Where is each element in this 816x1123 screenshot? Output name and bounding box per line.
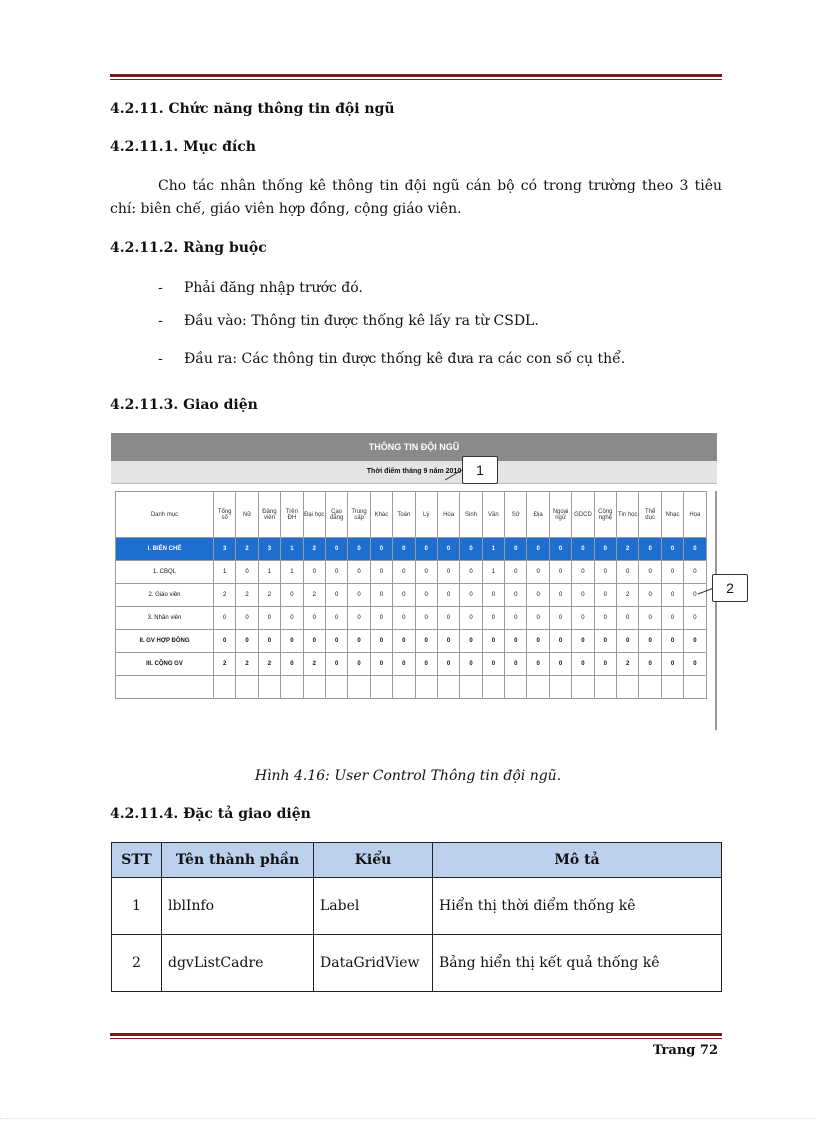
grid-cell: 0	[527, 630, 549, 653]
grid-cell: 0	[325, 561, 347, 584]
grid-cell: 0	[505, 584, 527, 607]
table-row	[112, 935, 722, 992]
grid-cell: 0	[684, 538, 706, 561]
grid-cell: 0	[460, 630, 482, 653]
grid-row-label: I. BIÊN CHẾ	[116, 538, 214, 561]
callout-2: 2	[712, 574, 748, 602]
grid-cell: 0	[325, 653, 347, 676]
grid-row-label: II. GV HỢP ĐỒNG	[116, 630, 214, 653]
grid-cell: 0	[572, 607, 594, 630]
grid-column-header[interactable]: Văn	[482, 492, 504, 538]
spec-header-type: Kiểu	[314, 843, 433, 878]
grid-cell: 0	[236, 607, 258, 630]
grid-cell: 0	[370, 561, 392, 584]
grid-cell: 0	[572, 561, 594, 584]
grid-cell: 0	[482, 584, 504, 607]
grid-cell: 2	[236, 653, 258, 676]
grid-cell: 1	[482, 561, 504, 584]
spec-header-stt: STT	[112, 843, 162, 878]
page-number: Trang 72	[652, 1043, 718, 1058]
grid-cell: 0	[370, 630, 392, 653]
grid-cell: 0	[594, 538, 616, 561]
grid-cell: 0	[617, 561, 639, 584]
grid-cell: 0	[437, 584, 459, 607]
grid-cell: 0	[437, 630, 459, 653]
grid-cell: 0	[370, 607, 392, 630]
grid-cell: 0	[393, 653, 415, 676]
grid-cell: 0	[303, 561, 325, 584]
grid-cell: 1	[214, 561, 236, 584]
grid-column-header[interactable]: Ngoại ngữ	[549, 492, 571, 538]
grid-cell: 0	[684, 630, 706, 653]
grid-cell: 0	[684, 584, 706, 607]
grid-cell: 0	[527, 607, 549, 630]
constraints-title: 4.2.11.2. Ràng buộc	[110, 240, 267, 256]
grid-cell: 0	[661, 584, 683, 607]
grid-column-header[interactable]: GDCD	[572, 492, 594, 538]
grid-cell: 0	[393, 538, 415, 561]
grid-cell: 0	[549, 630, 571, 653]
grid-cell: 2	[214, 584, 236, 607]
grid-cell: 0	[684, 607, 706, 630]
grid-cell: 0	[639, 630, 661, 653]
spec-cell: Label	[314, 878, 433, 935]
grid-cell: 0	[325, 607, 347, 630]
grid-cell: 0	[482, 607, 504, 630]
grid-column-header[interactable]: Công nghệ	[594, 492, 616, 538]
grid-cell: 2	[617, 653, 639, 676]
grid-cell: 0	[460, 538, 482, 561]
grid-cell: 1	[482, 538, 504, 561]
grid-column-header[interactable]: Danh mục	[116, 492, 214, 538]
screenshot-subheader: Thời điểm tháng 9 năm 2010	[111, 461, 717, 484]
grid-cell: 2	[214, 653, 236, 676]
grid-cell: 0	[437, 561, 459, 584]
grid-cell: 0	[505, 653, 527, 676]
grid-cell: 0	[348, 538, 370, 561]
grid-cell: 0	[639, 607, 661, 630]
spec-title: 4.2.11.4. Đặc tả giao diện	[110, 806, 311, 822]
grid-cell: 0	[370, 538, 392, 561]
grid-cell: 0	[572, 630, 594, 653]
grid-cell: 0	[661, 561, 683, 584]
grid-cell: 0	[527, 561, 549, 584]
grid-column-header[interactable]: Họa	[684, 492, 706, 538]
grid-cell: 2	[258, 584, 280, 607]
grid-cell: 0	[639, 561, 661, 584]
grid-cell: 2	[617, 538, 639, 561]
grid-cell: 0	[415, 653, 437, 676]
grid-cell: 0	[393, 584, 415, 607]
spec-header-desc: Mô tả	[433, 843, 722, 878]
spec-cell: Hiển thị thời điểm thống kê	[433, 878, 722, 935]
grid-cell: 0	[527, 584, 549, 607]
grid-cell: 0	[393, 561, 415, 584]
grid-cell: 2	[236, 538, 258, 561]
grid-cell: 0	[527, 538, 549, 561]
grid-cell: 0	[281, 584, 303, 607]
grid-cell: 0	[236, 561, 258, 584]
page-edge	[0, 1118, 816, 1119]
grid-cell: 0	[639, 584, 661, 607]
grid-column-header[interactable]: Toán	[393, 492, 415, 538]
grid-cell: 0	[370, 653, 392, 676]
grid-cell: 0	[370, 584, 392, 607]
grid-cell: 0	[572, 538, 594, 561]
grid-cell: 0	[549, 538, 571, 561]
grid-cell: 0	[281, 630, 303, 653]
grid-cell: 2	[258, 653, 280, 676]
grid-cell: 0	[415, 607, 437, 630]
grid-cell: 0	[505, 561, 527, 584]
grid-cell: 3	[258, 538, 280, 561]
grid-cell: 0	[639, 538, 661, 561]
spec-cell: 1	[112, 878, 162, 935]
grid-cell: 0	[639, 653, 661, 676]
grid-column-header[interactable]: Sinh	[460, 492, 482, 538]
grid-cell: 0	[303, 607, 325, 630]
grid-cell: 0	[460, 584, 482, 607]
grid-cell: 0	[617, 607, 639, 630]
spec-table	[111, 842, 722, 992]
grid-column-header[interactable]: Địa	[527, 492, 549, 538]
footer-rule	[110, 1033, 722, 1039]
spec-cell: lblInfo	[162, 878, 314, 935]
grid-cell: 2	[303, 653, 325, 676]
grid-cell: 0	[661, 653, 683, 676]
grid-cell: 0	[415, 561, 437, 584]
grid-cell: 0	[437, 538, 459, 561]
grid-cell: 0	[325, 538, 347, 561]
grid-cell: 2	[617, 584, 639, 607]
grid-cell: 0	[482, 653, 504, 676]
grid-cell: 0	[415, 538, 437, 561]
grid-cell: 0	[594, 607, 616, 630]
purpose-title: 4.2.11.1. Mục đích	[110, 139, 256, 155]
grid-cell: 0	[214, 607, 236, 630]
grid-column-header[interactable]: Cao đẳng	[325, 492, 347, 538]
grid-row-label: 3. Nhân viên	[116, 607, 214, 630]
constraint-item: - Đầu vào: Thông tin được thống kê lấy ra từ CSDL.	[158, 313, 539, 329]
grid-cell: 0	[527, 653, 549, 676]
grid-cell: 2	[236, 584, 258, 607]
grid-row-label: 1. CBQL	[116, 561, 214, 584]
grid-cell: 0	[661, 630, 683, 653]
grid-cell: 0	[303, 630, 325, 653]
grid-cell: 0	[393, 607, 415, 630]
grid-cell: 0	[617, 630, 639, 653]
grid-cell: 0	[437, 653, 459, 676]
grid-cell: 0	[594, 653, 616, 676]
spec-cell: dgvListCadre	[162, 935, 314, 992]
grid-cell: 0	[482, 630, 504, 653]
grid-cell: 0	[572, 584, 594, 607]
grid-cell: 0	[549, 561, 571, 584]
screenshot-header: THÔNG TIN ĐỘI NGŨ	[111, 433, 717, 461]
grid-column-header[interactable]: Sử	[505, 492, 527, 538]
grid-cell: 0	[661, 607, 683, 630]
grid-column-header[interactable]: Tổng số	[214, 492, 236, 538]
grid-cell: 0	[258, 607, 280, 630]
callout-1: 1	[462, 456, 498, 484]
grid-cell: 0	[325, 584, 347, 607]
spec-header-name: Tên thành phần	[162, 843, 314, 878]
spec-cell: DataGridView	[314, 935, 433, 992]
grid-row-label: 2. Giáo viên	[116, 584, 214, 607]
grid-cell: 0	[505, 607, 527, 630]
grid-cell: 0	[505, 630, 527, 653]
grid-column-header[interactable]: Lý	[415, 492, 437, 538]
grid-cell: 0	[594, 561, 616, 584]
grid-column-header[interactable]: Trên ĐH	[281, 492, 303, 538]
grid-cell: 0	[348, 653, 370, 676]
grid-cell: 0	[258, 630, 280, 653]
grid-cell: 0	[325, 630, 347, 653]
grid-cell: 0	[348, 630, 370, 653]
grid-cell: 0	[348, 607, 370, 630]
grid-cell: 0	[348, 584, 370, 607]
constraint-item: - Phải đăng nhập trước đó.	[158, 280, 363, 296]
grid-cell: 1	[281, 538, 303, 561]
grid-cell: 0	[348, 561, 370, 584]
section-title: 4.2.11. Chức năng thông tin đội ngũ	[110, 101, 395, 117]
grid-column-header[interactable]: Đảng viên	[258, 492, 280, 538]
grid-cell: 0	[281, 607, 303, 630]
grid-cell: 0	[460, 653, 482, 676]
spec-cell: Bảng hiển thị kết quả thống kê	[433, 935, 722, 992]
grid-cell: 1	[281, 561, 303, 584]
grid-cell: 0	[236, 630, 258, 653]
grid-cell: 0	[572, 653, 594, 676]
grid-column-header[interactable]: Trung cấp	[348, 492, 370, 538]
grid-column-header[interactable]: Hóa	[437, 492, 459, 538]
grid-cell: 1	[258, 561, 280, 584]
grid-cell: 2	[303, 538, 325, 561]
grid-cell: 0	[460, 561, 482, 584]
grid-cell: 0	[594, 630, 616, 653]
grid-column-header[interactable]: Nhạc	[661, 492, 683, 538]
grid-cell: 0	[549, 607, 571, 630]
grid-cell: 0	[214, 630, 236, 653]
constraint-item: - Đầu ra: Các thông tin được thống kê đưa ra các con số cụ thể.	[158, 351, 626, 367]
grid-cell: 0	[505, 538, 527, 561]
table-row	[112, 878, 722, 935]
purpose-line1: Cho tác nhân thống kê thông tin đội ngũ cán bộ có trong trường theo 3 tiêu	[158, 178, 722, 194]
grid-cell: 0	[684, 561, 706, 584]
grid-cell: 0	[415, 630, 437, 653]
grid-column-header[interactable]: Khác	[370, 492, 392, 538]
grid-row-label: III. CỘNG GV	[116, 653, 214, 676]
grid-column-header[interactable]: Tin học	[617, 492, 639, 538]
grid-cell: 2	[303, 584, 325, 607]
grid-cell: 0	[594, 584, 616, 607]
ui-title: 4.2.11.3. Giao diện	[110, 397, 258, 413]
grid-cell: 0	[549, 584, 571, 607]
grid-cell: 0	[437, 607, 459, 630]
figure-caption: Hình 4.16: User Control Thông tin đội ngũ.	[254, 768, 562, 784]
grid-cell: 0	[393, 630, 415, 653]
grid-cell: 0	[281, 653, 303, 676]
grid-cell: 3	[214, 538, 236, 561]
grid-cell: 0	[460, 607, 482, 630]
grid-cell: 0	[415, 584, 437, 607]
grid-column-header[interactable]: Đại học	[303, 492, 325, 538]
grid-cell: 0	[661, 538, 683, 561]
grid-column-header[interactable]: Nữ	[236, 492, 258, 538]
grid-cell: 0	[684, 653, 706, 676]
grid-column-header[interactable]: Thể dục	[639, 492, 661, 538]
grid-cell: 0	[549, 653, 571, 676]
purpose-line2: chí: biên chế, giáo viên hợp đồng, cộng giáo viên.	[110, 201, 462, 217]
spec-cell: 2	[112, 935, 162, 992]
